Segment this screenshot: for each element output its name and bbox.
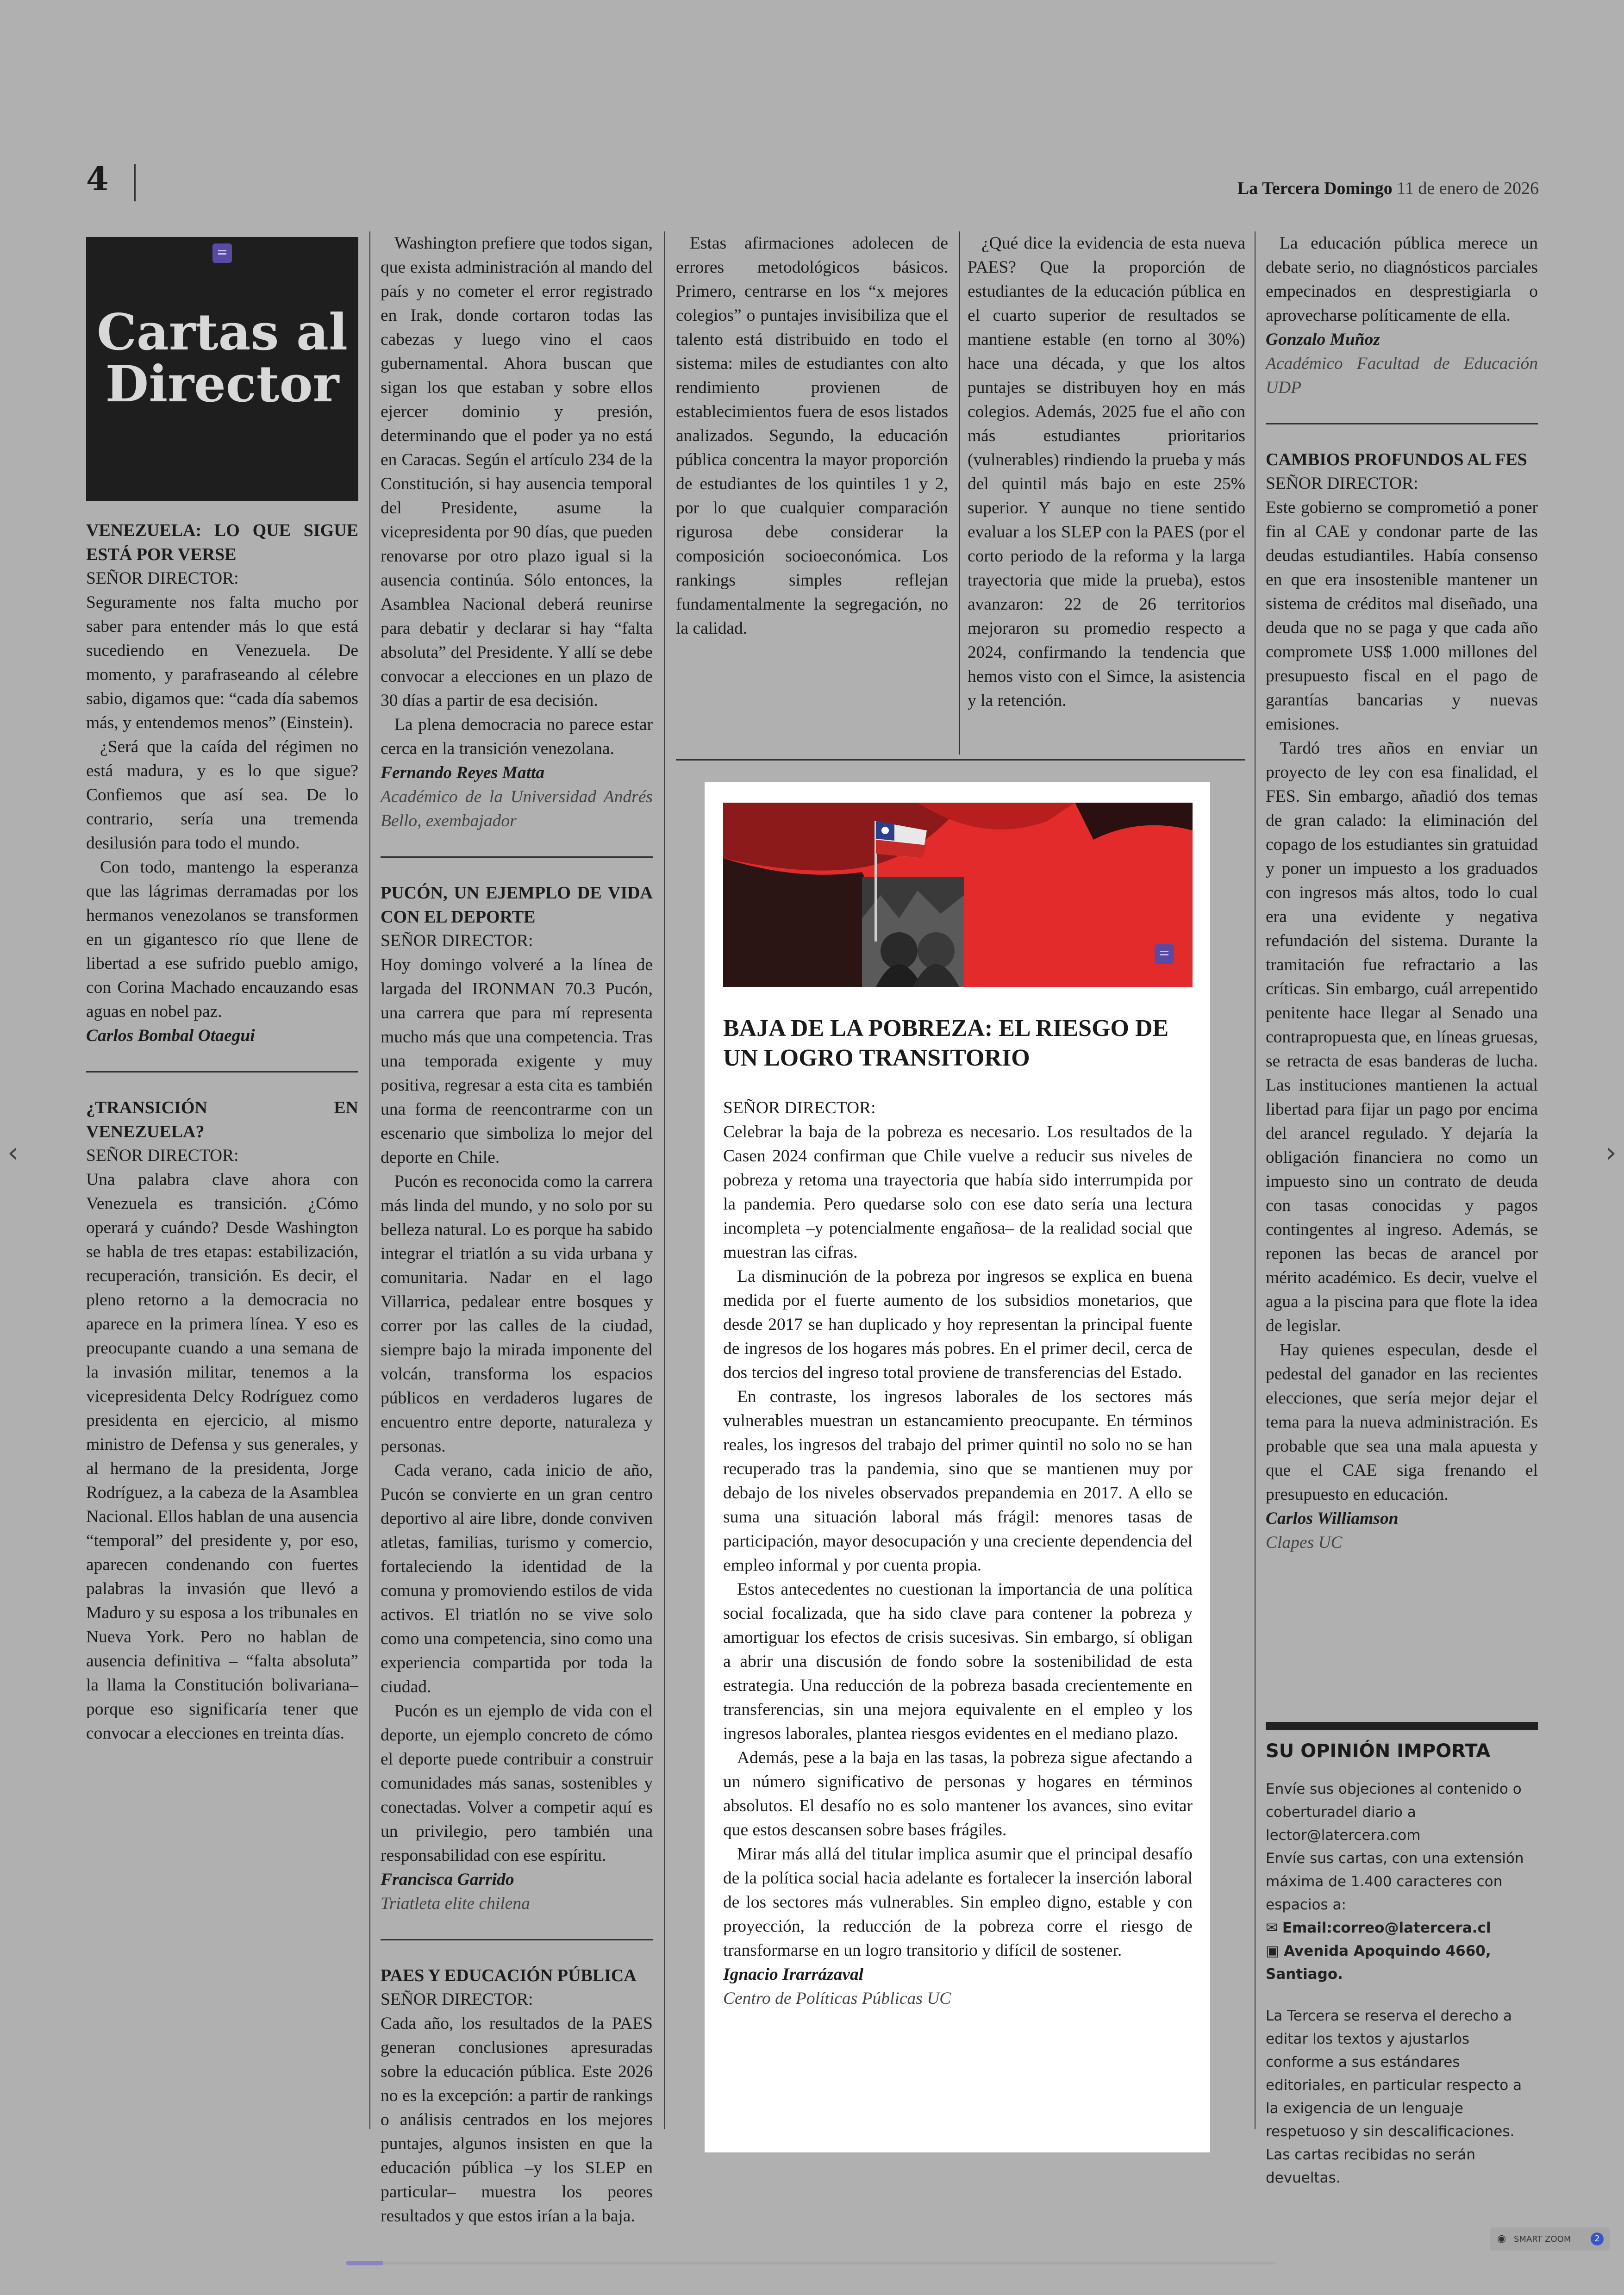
publication-date: 11 de enero de 2026 [1397,179,1539,198]
eye-icon: ◉ [1497,2233,1506,2245]
letter-affiliation: Académico de la Universidad Andrés Bello, exembajador [381,787,653,830]
page-scrollbar[interactable] [346,2262,1277,2264]
masthead [1237,178,1539,199]
salutation: SEÑOR DIRECTOR: [86,569,239,588]
letter-title: VENEZUELA: LO QUE SIGUE ESTÁ POR VERSE [86,521,358,564]
opinion-address-row [1266,1940,1538,1986]
smart-zoom-button[interactable] [1490,2227,1610,2251]
letter-signature: Carlos Williamson [1266,1509,1399,1528]
letter-paragraph: Estos antecedentes no cuestionan la importancia de una política social focalizada, que ha sido clave para contener la pobreza y amortiguar los efectos de crisis sucesivas. Sin embargo, sí obligan a abrir una discusión de fondo sobre la sostenibilidad de esta estrategia. Una reducción de la pobreza basada crecientemente en transferencias, sin una mejora equivalente en el empleo y los ingresos laborales, plantea riesgos evidentes en el mediano plazo. [723,1580,1193,1743]
publication-name: La Tercera Domingo [1237,179,1393,198]
chevron-left-icon[interactable]: ‹ [7,1136,19,1169]
letter-paragraph: Pucón es reconocida como la carrera más linda del mundo, y no solo por su belleza natural. Lo es porque ha sabido integrar el triatlón a su vida urbana y comunitaria. Nadar en el lago Villarrica, pedalear entre bosques y correr por las calles de la ciudad, siempre bajo la mirada imponente del volcán, transforma los espacios públicos en verdaderos lugares de encuentro entre deporte, naturaleza y personas. [381,1172,653,1456]
letter-affiliation: Triatleta elite chilena [381,1894,530,1913]
letter-title: CAMBIOS PROFUNDOS AL FES [1266,450,1527,469]
divider [86,1071,358,1073]
column-2 [381,231,653,2228]
letter-signature: Carlos Bombal Otaegui [86,1026,255,1045]
feature-letter-box [705,782,1210,2152]
opinion-title: SU OPINIÓN IMPORTA [1266,1740,1491,1762]
salutation: SEÑOR DIRECTOR: [381,931,533,950]
illustration-svg [723,803,1193,987]
column-rule [369,231,370,2129]
letter-paragraph: Celebrar la baja de la pobreza es necesario. Los resultados de la Casen 2024 confirman que Chile vuelve a reducir sus niveles de pobreza y retoma una trayectoria que había sido interrumpida por la pandemia. Pero quedarse solo con ese dato sería una lectura incompleta –y potencialmente engañosa– de la realidad social que muestran las cifras. [723,1123,1193,1262]
zoom-label: SMART ZOOM [1514,2234,1571,2244]
letter-paragraph: Cada año, los resultados de la PAES generan conclusiones apresuradas sobre la educación pública. Este 2026 no es la excepción: a partir de rankings o análisis centrados en los mejores puntajes, algunos insisten en que la educación pública –y los SLEP en particular– muestra los peores resultados y que estos irían a la baja. [381,2014,653,2226]
letter-paragraph: Con todo, mantengo la esperanza que las lágrimas derramadas por los hermanos venezolanos se transformen en un gigantesco río que llene de libertad a ese sufrido pueblo amigo, con Corina Machado encauzando esas aguas en nobel paz. [86,858,358,1021]
letter-title: PUCÓN, UN EJEMPLO DE VIDA CON EL DEPORTE [381,883,653,927]
letter-signature: Francisca Garrido [381,1870,514,1889]
letter-paragraph: La educación pública merece un debate serio, no diagnósticos parciales empecinados en desprestigiarla o aprovecharse políticamente de ella. [1266,234,1538,325]
header-divider [134,164,136,201]
opinion-address: Avenida Apoquindo 4660, Santiago. [1266,1943,1491,1983]
opinion-email-row[interactable] [1266,1916,1538,1940]
salutation: SEÑOR DIRECTOR: [381,1990,533,2009]
letter-paragraph: Tardó tres años en enviar un proyecto de ley con esa finalidad, el FES. Sin embargo, añadió dos temas de gran calado: la eliminación del copago de los estudiantes sin gratuidad y poner un impuesto a los graduados con ingresos más altos, todo lo cual era una evidente y negativa refundación del sistema. Durante la tramitación fue refractario a las críticas. Sin embargo, cuál arrepentido penitente hace llegar al Senado una contrapropuesta que, en líneas gruesas, se retracta de esas banderas de lucha. Las instituciones mantienen la actual libertad para fijar un pago por encima del arancel regulado. Y dejaría la obligación financiera no como un impuesto sino un contrato de deuda con tasas conocidas y pagos contingentes al ingreso. Además, se reponen las becas de arancel por mérito académico. Es decir, vuelve el agua a la piscina para que flote la idea de legislar. [1266,739,1538,1335]
mailbox-icon: ▣ [1266,1943,1284,1959]
letter-paragraph: Estas afirmaciones adolecen de errores metodológicos básicos. Primero, centrarse en los “x mejores colegios” o puntajes invisibiliza que el talento está distribuido en todo el sistema: miles de estudiantes con alto rendimiento provienen de establecimientos fuera de esos listados analizados. Segundo, la educación pública concentra la mayor proporción de estudiantes de los quintiles 1 y 2, por lo que cualquier comparación rigurosa debe considerar la composición socioeconómica. Los rankings simples reflejan fundamentalmente la segregación, no la calidad. [676,234,948,638]
section-title: Cartas al Director [96,303,348,413]
letter-paragraph: La disminución de la pobreza por ingresos se explica en buena medida por el fuerte aumento de los subsidios monetarios, que desde 2017 se han duplicado y hoy representan la principal fuente de ingresos de los hogares más pobres. En el primer decil, cerca de dos tercios del ingreso total proviene de transferencias del Estado. [723,1267,1193,1382]
letter-paragraph: Cada verano, cada inicio de año, Pucón se convierte en un gran centro deportivo al aire libre, donde conviven atletas, familias, turismo y comercio, fortaleciendo la identidad de la comuna y promoviendo estilos de vida activos. El triatlón no se vive solo como una competencia, sino como una experiencia compartida por toda la ciudad. [381,1461,653,1696]
letter-paragraph: Hay quienes especulan, desde el pedestal del ganador en las recientes elecciones, que sería mejor dejar el tema para la nueva administración. Es probable que sea una mala apuesta y que el CAE siga frenando el presupuesto en educación. [1266,1341,1538,1504]
letter-paragraph: Pucón es un ejemplo de vida con el deporte, un ejemplo concreto de cómo el deporte puede contribuir a construir comunidades más sanas, sostenibles y conectadas. Volver a competir aquí es un privilegio, pero también una responsabilidad con ese espíritu. [381,1702,653,1865]
letter-signature: Ignacio Irarrázaval [723,1965,864,1984]
letter-paragraph: Seguramente nos falta mucho por saber para entender más lo que está sucediendo en Venezuela. De momento, y parafraseando al célebre sabio, digamos que: “cada día sabemos más, y entendemos menos” (Einstein). [86,593,358,732]
feature-top-rule [676,759,1245,761]
opinion-email[interactable]: Email:correo@latercera.cl [1282,1920,1491,1936]
letter-paragraph: Washington prefiere que todos sigan, que exista administración al mando del país y no cometer el error registrado en Irak, donde cortaron todas las cabezas y luego vino el caos gubernamental. Ahora buscan que sigan los que estaban y sobre ellos ejercer dominio y presión, determinando que el poder ya no está en Caracas. Según el artículo 234 de la Constitución, si hay ausencia temporal del Presidente, asume la vicepresidenta por 90 días, que pueden renovarse por otro plazo igual si la ausencia continúa. Sólo entonces, la Asamblea Nacional deberá reunirse para debatir y declarar si hay “falta absoluta” del Presidente. Y allí se debe convocar a elecciones en un plazo de 30 días a partir de esa decisión. [381,234,653,710]
mail-icon: ✉ [1266,1920,1282,1936]
note-icon[interactable] [1155,944,1174,964]
letter-paragraph: Este gobierno se comprometió a poner fin al CAE y condonar parte de las deudas estudiantiles. Había consenso en que era insostenible mantener un sistema de créditos mal diseñado, una deuda que no se paga y que cada año compromete US$ 1.000 millones del presupuesto fiscal en el pago de garantías bancarias y nuevas emisiones. [1266,498,1538,734]
divider [1266,423,1538,424]
feature-body [723,1014,1193,2011]
column-3 [676,231,948,641]
column-1 [86,518,358,1746]
opinion-line: Envíe sus cartas, con una extensión máxima de 1.400 caracteres con espacios a: [1266,1850,1524,1913]
salutation: SEÑOR DIRECTOR: [1266,474,1418,493]
letter-paragraph: Mirar más allá del titular implica asumir que el principal desafío de la política social hacia adelante es fortalecer la inserción laboral de los sectores más vulnerables. Sin empleo digno, estable y con proyección, la reducción de la pobreza corre el riesgo de transformarse en un logro transitorio y difícil de sostener. [723,1845,1193,1960]
opinion-bar [1266,1722,1538,1730]
letter-affiliation: Clapes UC [1266,1533,1343,1552]
divider [381,1939,653,1940]
letter-paragraph: Además, pese a la baja en las tasas, la pobreza sigue afectando a un número significativo de personas y hogares en términos absolutos. El desafío no es solo mantener los avances, sino evitar que estos descansen sobre bases frágiles. [723,1748,1193,1840]
column-4 [968,231,1245,713]
letter-title: ¿TRANSICIÓN EN VENEZUELA? [86,1098,358,1141]
opinion-disclaimer: La Tercera se reserva el derecho a editar los textos y ajustarlos conforme a sus estándares editoriales, en particular respecto a la exigencia de un lenguaje respetuoso y sin descalificaciones. Las cartas recibidas no serán devueltas. [1266,2008,1522,2186]
feature-title: BAJA DE LA POBREZA: EL RIESGO DE UN LOGRO TRANSITORIO [723,1015,1169,1071]
feature-illustration [723,803,1193,987]
zoom-count-badge: 2 [1591,2233,1604,2245]
letter-signature: Fernando Reyes Matta [381,763,545,782]
column-rule [959,231,960,755]
letter-signature: Gonzalo Muñoz [1266,330,1380,349]
divider [381,856,653,858]
letter-paragraph: En contraste, los ingresos laborales de los sectores más vulnerables muestran un estancamiento preocupante. En términos reales, los ingresos del trabajo del primer quintil no solo no se han recuperado tras la pandemia, sino que se mantienen muy por debajo de los niveles observados prepandemia en 2017. A ello se suma una situación laboral más frágil: menores tasas de participación, mayor desocupación y una creciente dependencia del empleo informal y por cuenta propia. [723,1387,1193,1575]
letter-paragraph: ¿Será que la caída del régimen no está madura, y es lo que sigue? Confiemos que así sea. De lo contrario, sería una tremenda desilusión para todo el mundo. [86,737,358,853]
letter-affiliation: Centro de Políticas Públicas UC [723,1989,951,2008]
letter-title: PAES Y EDUCACIÓN PÚBLICA [381,1966,637,1985]
section-title-box [86,237,358,501]
scrollbar-thumb[interactable] [346,2261,383,2265]
chevron-right-icon[interactable]: › [1605,1136,1617,1169]
feature-text [723,1096,1193,2011]
note-icon[interactable] [212,243,232,263]
salutation: SEÑOR DIRECTOR: [86,1146,239,1165]
column-rule [664,231,665,2129]
opinion-info [1266,1777,1538,2189]
letter-paragraph: Hoy domingo volveré a la línea de largada del IRONMAN 70.3 Pucón, una carrera que para mí representa mucho más que una competencia. Tras una temporada exigente y muy positiva, regresar a esta cita es también una forma de reencontrarme con un escenario que simboliza lo mejor del deporte en Chile. [381,955,653,1167]
letter-paragraph: Una palabra clave ahora con Venezuela es transición. ¿Cómo operará y cuándo? Desde Washington se habla de tres etapas: estabilización, recuperación, transición. Es decir, el pleno retorno a la democracia no aparece en la primera línea. Y eso es preocupante cuando a una semana de la invasión militar, tenemos a la vicepresidenta Delcy Rodríguez como presidenta en ejercicio, al mismo ministro de Defensa y sus generales, y al hermano de la presidenta, Jorge Rodríguez, a la cabeza de la Asamblea Nacional. Ellos hablan de una ausencia “temporal” del presidente y, por eso, aparecen condenando con fuertes palabras la invasión que llevó a Maduro y su esposa a los tribunales en Nueva York. Pero no hablan de ausencia definitiva – “falta absoluta” la llama la Constitución bolivariana– porque eso significaría tener que convocar a elecciones en treinta días. [86,1170,358,1743]
letter-affiliation: Académico Facultad de Educación UDP [1266,354,1538,397]
column-5 [1266,231,1538,1555]
letter-paragraph: La plena democracia no parece estar cerca en la transición venezolana. [381,715,653,758]
letter-paragraph: ¿Qué dice la evidencia de esta nueva PAES? Que la proporción de estudiantes de la educación pública en el cuarto superior de resultados se mantiene estable (en torno al 30%) hace una década, y que los altos puntajes se distribuyen hoy en más colegios. Además, 2025 fue el año con más estudiantes prioritarios (vulnerables) rindiendo la prueba y más del quintil más bajo en este 25% superior. Y aunque no tiene sentido evaluar a los SLEP con la PAES (por el corto periodo de la reforma y la larga trayectoria que mide la prueba), estos avanzaron: 22 de 26 territorios mejoraron su promedio respecto a 2024, confirmando la tendencia que hemos visto con el Simce, la asistencia y la retención. [968,234,1245,710]
salutation: SEÑOR DIRECTOR: [723,1098,876,1117]
page-number: 4 [86,160,109,198]
opinion-line: Envíe sus objeciones al contenido o coberturadel diario a lector@latercera.com [1266,1781,1522,1844]
